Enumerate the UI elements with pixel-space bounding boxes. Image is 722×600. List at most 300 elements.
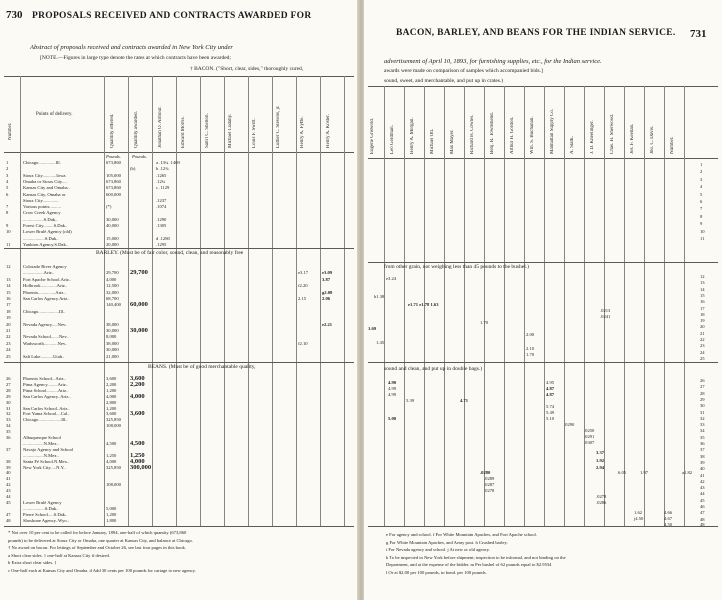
row-number: 23 — [6, 340, 11, 346]
row-place: Pima Agency.........Ariz.. — [23, 381, 69, 387]
row-bid-values: .1237 — [156, 197, 167, 203]
col-quantity-awarded: Quantity awarded. — [134, 111, 139, 148]
row-bid-a: 2.15 — [298, 296, 307, 301]
row-bid-values: .1305 — [156, 223, 167, 228]
barley-header: BARLEY. (Must be of fair color, sound, clean, and reasonably free — [96, 250, 244, 256]
row-number: 33 — [6, 417, 11, 423]
row-place: Chicago...............Ill. — [23, 160, 61, 165]
table-top-rule — [4, 76, 354, 77]
footnote-line: e For agency and school. f For White Mountain Apaches, and Fort Apache school. — [386, 532, 537, 537]
row-place: Chicago....................Ill.. — [23, 417, 68, 423]
row-number: 24 — [6, 347, 11, 353]
col-swift: Louis F. Swift. — [252, 118, 257, 148]
bid-value: .0278 — [596, 494, 607, 499]
row-place: Pima School..........Ariz.. — [23, 387, 69, 393]
row-number: 38 — [700, 453, 705, 459]
row-number: 46 — [700, 504, 705, 509]
right-column-head: Richard H. Cowles. — [470, 114, 475, 154]
col-morris: Edward Morris. — [181, 116, 186, 148]
row-number: 41 — [6, 476, 11, 482]
row-place: ...................S.Dak.. — [23, 505, 59, 511]
row-place: Colorado River Agency — [23, 264, 67, 269]
right-barley-rule — [368, 262, 718, 263]
row-place: Navajo Agency and School — [23, 446, 74, 452]
row-place: Santa Fé School.N.Mex.. — [23, 458, 70, 464]
row-number: 18 — [700, 311, 705, 317]
row-quantity-offered: 32,000 — [106, 289, 119, 295]
bid-value: .0307 — [584, 440, 595, 445]
row-quantity-awarded: 4,000 — [130, 457, 145, 465]
row-bid-values: .1074 — [156, 204, 167, 210]
row-quantity-offered: 4,500 — [106, 440, 117, 446]
column-rule — [320, 76, 321, 526]
row-number: 4 — [6, 178, 9, 184]
right-column-head: Manhattan Supply Co. — [550, 108, 555, 154]
row-number: 33 — [700, 422, 705, 428]
bid-value: 48 — [700, 522, 705, 527]
bid-value: 5.39 — [406, 398, 415, 403]
footnote-line: pounds) to be delivered at Sioux City or Omaha, one quarter at Kansas City, and balance at Chicago. — [8, 537, 193, 543]
row-number: 29 — [6, 393, 11, 399]
right-column-head: Max Mayer. — [450, 129, 455, 154]
row-number: 45 — [700, 497, 705, 503]
row-place: Chicago..................Ill.. — [23, 308, 66, 314]
column-rule — [464, 86, 465, 526]
row-number: 38 — [6, 458, 11, 464]
col-stevens: Luther C. Stevens, jr. — [276, 105, 281, 148]
row-number: 17 — [700, 305, 705, 311]
row-quantity-offered: 68,700 — [106, 296, 119, 301]
col-koster: Henry A. Koster. — [326, 114, 331, 148]
row-quantity-offered: 30,000 — [106, 347, 119, 353]
row-quantity-awarded: 2,200 — [130, 380, 145, 388]
right-column-head: Wm. S. Buchanan. — [530, 116, 535, 154]
bid-value: 2.94 — [596, 465, 605, 470]
col-quantity-offered: Quantity offered. — [110, 113, 115, 148]
row-quantity-offered: 108,000 — [106, 423, 121, 429]
row-quantity-offered: 4,000 — [106, 393, 117, 399]
row-quantity-offered: 20,000 — [106, 241, 119, 247]
row-number: 8 — [6, 210, 9, 216]
bid-value: j4.50 — [634, 516, 644, 521]
row-number: 35 — [6, 429, 11, 435]
right-column-head-rule — [368, 158, 718, 159]
row-number: 45 — [6, 499, 11, 505]
row-number: 27 — [6, 381, 11, 387]
bid-value: h1.38 — [374, 294, 385, 299]
row-bid-b: 2.06 — [322, 296, 331, 301]
right-column-head: J. D. Kneelinger. — [590, 120, 595, 154]
row-quantity-offered: 3,600 — [106, 411, 117, 417]
row-quantity-offered: 12,500 — [106, 283, 119, 289]
row-place: San Carlos Agency.Ariz.. — [23, 296, 70, 301]
row-number: 9 — [700, 221, 703, 227]
row-number: 34 — [700, 428, 705, 434]
row-number: 3 — [6, 172, 9, 178]
footnote-line: † No award on bacon. For lettings of September and October 26, see last four pages in this book. — [8, 545, 186, 550]
bid-value: 1.97 — [640, 470, 649, 475]
row-number: 35 — [700, 434, 705, 440]
bid-value: .0241 — [600, 314, 611, 319]
row-number: 40 — [6, 470, 11, 476]
row-number: 48 — [6, 517, 11, 523]
row-place: Wadsworth............Nev.. — [23, 340, 68, 346]
col-armour: Jonathan O. Armour. — [158, 106, 163, 148]
bid-value: 5.74 — [546, 404, 555, 409]
footnote-line: a Short clear sides. } one-half at Kansas City if desired. — [8, 552, 110, 558]
bid-value: 4.67 — [664, 516, 673, 521]
row-bid-values: c .1129 — [156, 185, 170, 191]
right-column-head: Leo Goldman. — [390, 125, 395, 154]
row-place: ..................N.Mex.. — [23, 440, 59, 446]
row-number: 36 — [6, 435, 11, 440]
row-number: 5 — [6, 185, 9, 191]
column-rule — [20, 76, 21, 526]
right-column-head: Michael Ott. — [430, 128, 435, 154]
row-place: Lower Brulé Agency (old) — [23, 229, 72, 235]
row-number: 36 — [700, 441, 705, 446]
row-number: 2 — [700, 169, 703, 175]
row-number: 22 — [6, 334, 11, 340]
row-quantity-offered: 15,000 — [106, 235, 119, 241]
row-number: 13 — [700, 280, 705, 286]
row-quantity-offered: 600,000 — [106, 191, 121, 197]
row-place: Crow Creek Agency — [23, 210, 61, 216]
bid-value: 1.70 — [526, 352, 535, 357]
row-quantity-offered: 673,860 — [106, 185, 121, 191]
column-rule — [404, 86, 405, 526]
right-note: awards were made on comparison of samples which accompanied bids.] — [384, 68, 543, 74]
row-place: Fort Yuma School....Cal.. — [23, 411, 70, 417]
bid-value: .0287 — [484, 482, 495, 487]
row-number: 4 — [700, 184, 703, 190]
row-quantity-awarded: 3,600 — [130, 375, 145, 382]
col-cudahy: Michael Cudahy. — [228, 113, 233, 148]
column-head-rule — [4, 152, 354, 153]
row-number: 30 — [6, 399, 11, 405]
barley-continued: from other grain, not weighing less than 45 pounds to the bushel.) — [384, 264, 529, 270]
right-page-number: 731 — [690, 28, 707, 40]
row-number: 25 — [700, 355, 705, 361]
row-number: 39 — [700, 459, 705, 465]
row-place: Phoenix School...Ariz.. — [23, 376, 66, 381]
row-place: Shoshone Agency..Wyo.. — [23, 517, 69, 523]
footnote-line: g For White Mountain Apaches, and Army post. h Crushed barley. — [386, 539, 508, 545]
row-number: 1 — [6, 160, 9, 165]
row-number: 30 — [700, 403, 705, 409]
right-subtitle: advertisement of April 10, 1893, for furnishing supplies, etc., for the Indian service. — [384, 58, 602, 65]
row-bid-b: g2.08 — [322, 289, 333, 295]
unit-pounds-awarded: Pounds. — [132, 154, 147, 159]
row-quantity-offered: 673,860 — [106, 160, 121, 165]
col-shelton: Sam'l C. Shelton. — [205, 113, 210, 148]
row-bid-a: f2.20 — [298, 283, 308, 289]
bid-value: 5.10 — [546, 416, 555, 421]
row-place: Holbrook..............Ariz.. — [23, 283, 68, 289]
bid-value: 5.49 — [546, 410, 555, 415]
footnote-line: l Or at $2.00 per 100 pounds, in bond. per 100 pounds. — [386, 569, 487, 575]
row-bid-values: .12¾ — [156, 178, 166, 184]
bid-value: .0213 — [600, 308, 611, 313]
footnote-line: b Extra short clear sides. } — [8, 560, 57, 565]
col-number: Number. — [8, 122, 13, 140]
right-column-head: Eugene Griswold. — [370, 117, 375, 154]
right-running-head: BACON, BARLEY, AND BEANS FOR THE INDIAN SERVICE. — [396, 28, 676, 38]
row-place: Kansas City, Omaha or — [23, 191, 66, 197]
row-number: 29 — [700, 396, 705, 402]
row-number: 2 — [6, 166, 9, 172]
row-bid-a: f2.10 — [298, 340, 308, 346]
row-place: Sioux City............Iowa. — [23, 172, 67, 178]
right-table-bottom-rule — [368, 526, 718, 527]
row-number: 7 — [6, 204, 9, 210]
row-quantity-offered: 1,200 — [106, 405, 117, 411]
bid-value: 4.66 — [664, 510, 673, 515]
row-number: 32 — [700, 415, 705, 421]
column-rule — [272, 76, 273, 526]
row-number: 34 — [6, 423, 11, 429]
row-place: Phoenix...............Ariz.. — [23, 289, 66, 295]
row-number: 26 — [700, 378, 705, 383]
row-number: 23 — [700, 343, 705, 349]
row-bid-values: a .13¼ .1469 — [156, 160, 180, 165]
row-quantity-offered: 105,000 — [106, 172, 121, 178]
bid-value: 4.90 — [388, 380, 397, 385]
bid-value: .0291 — [584, 434, 595, 439]
column-rule — [384, 86, 385, 526]
bid-value: .0290 — [564, 422, 575, 427]
row-number: 47 — [700, 510, 705, 516]
bid-value: 4.87 — [546, 386, 555, 391]
right-column-head: A. Stark. — [570, 136, 575, 154]
row-place: New York City.....N.Y.. — [23, 464, 66, 470]
row-bid-b: e2.21 — [322, 321, 333, 327]
row-quantity-offered: 673,860 — [106, 178, 121, 184]
row-place: Nevada Agency.....Nev.. — [23, 321, 68, 327]
row-number: 44 — [6, 494, 11, 499]
bacon-continued: sound, sweet, and merchantable, and put up in crates.) — [384, 78, 504, 84]
row-quantity-offered: 1,200 — [106, 387, 117, 393]
row-place: Nevada School.......Nev.. — [23, 334, 69, 340]
column-rule — [128, 76, 129, 526]
row-number: 21 — [6, 328, 11, 333]
bid-value: .0278 — [484, 488, 495, 493]
row-quantity-offered: 1,200 — [106, 511, 117, 517]
row-quantity-offered: 2,800 — [106, 399, 117, 405]
column-rule — [524, 86, 525, 526]
beans-header: BEANS. (Must be of good merchantable quality, — [148, 364, 256, 370]
barley-rule — [4, 248, 354, 249]
row-number: 37 — [6, 446, 11, 452]
row-number: 31 — [6, 405, 11, 411]
row-place: Various points.......... — [23, 204, 61, 210]
right-column-head: Chas. H. Sherwood. — [610, 113, 615, 154]
bid-value: .0250 — [584, 428, 595, 433]
column-rule — [544, 86, 545, 526]
row-place: Lower Brulé Agency — [23, 499, 62, 505]
row-quantity-awarded: 1,250 — [130, 451, 145, 459]
right-page — [364, 0, 722, 600]
column-rule — [664, 86, 665, 526]
row-place: Yankton Agency.S.Dak.. — [23, 241, 69, 247]
row-quantity-offered: 108,000 — [106, 482, 121, 488]
row-number: 5 — [700, 191, 703, 197]
left-subtitle: Abstract of proposals received and contracts awarded in New York City under — [30, 44, 233, 51]
column-rule — [644, 86, 645, 526]
bid-value: 1.92 — [596, 458, 605, 463]
row-number: 9 — [6, 223, 9, 228]
row-place: Fort Apache School.Ariz.. — [23, 276, 72, 282]
row-number: 44 — [700, 491, 705, 497]
row-number: 24 — [700, 349, 705, 355]
row-bid-a: e3.17 — [298, 270, 309, 276]
column-rule — [200, 76, 201, 526]
row-number: 31 — [700, 409, 705, 415]
right-beans-rule — [368, 362, 718, 363]
row-number: 47 — [6, 511, 11, 517]
right-table-top-rule — [368, 86, 718, 87]
row-number: 20 — [6, 321, 11, 327]
right-column-head: Arthur H. Gordon. — [510, 116, 515, 154]
bid-value: 4.95 — [546, 380, 555, 385]
bid-value: .0280 — [480, 470, 491, 475]
bid-value: 4.71 — [460, 398, 469, 403]
row-number: 14 — [700, 286, 705, 292]
left-note: [NOTE.—Figures in large type denote the rates at which contracts have been awarded; — [40, 55, 231, 61]
bacon-header: † BACON. ("Short, clear, sides," thoroughly cured, — [190, 66, 304, 72]
left-running-head: PROPOSALS RECEIVED AND CONTRACTS AWARDED FOR — [32, 11, 312, 21]
bid-value: e1.71 e1.78 1.63 — [408, 302, 439, 307]
row-number: 22 — [700, 337, 705, 342]
footnote-line: Department, and at the expense of the bidder. m Per bushel of 62 pounds equal to $2.9534 — [386, 562, 552, 567]
row-place: ..................N.Mex.. — [23, 452, 59, 458]
row-quantity-offered: 21,000 — [106, 353, 119, 359]
row-number: 18 — [6, 308, 11, 314]
row-number: 14 — [6, 283, 11, 289]
bid-value: 3.37 — [596, 450, 605, 455]
row-number: 41 — [700, 472, 705, 478]
row-number: 48 — [700, 516, 705, 522]
row-place: Omaha or Sioux City..... — [23, 178, 68, 184]
row-number: 32 — [6, 411, 11, 417]
bid-value: e3.24 — [386, 276, 397, 281]
row-number: 40 — [700, 466, 705, 472]
footnote-line: i For Nevada agency and school. j At new or old agency. — [386, 547, 490, 552]
row-quantity-offered: 40,000 — [106, 223, 119, 228]
row-bid-values: .1265 — [156, 172, 167, 178]
row-number: 15 — [6, 289, 11, 295]
row-number: 42 — [6, 482, 11, 488]
row-number: 37 — [700, 447, 705, 453]
row-number: 12 — [700, 274, 705, 279]
left-page — [0, 0, 358, 600]
row-quantity-awarded: 3,600 — [130, 410, 145, 418]
row-quantity-offered: (*) — [106, 204, 112, 210]
row-number: 1 — [700, 162, 703, 167]
bid-value: 4.50 — [664, 522, 673, 527]
bid-value: 4.87 — [546, 392, 555, 397]
row-number: 20 — [700, 324, 705, 330]
row-number: 39 — [6, 464, 11, 470]
footnote-line: k To be inspected in New York before shipment; inspection to be informal, and not binding on the — [386, 554, 566, 560]
row-quantity-offered: 325,850 — [106, 464, 121, 470]
bid-value: 5.00 — [388, 416, 397, 421]
bid-value: 4.99 — [388, 392, 397, 397]
column-rule — [624, 86, 625, 526]
row-number: 28 — [6, 387, 11, 393]
column-rule — [584, 86, 585, 526]
row-number: 3 — [700, 176, 703, 182]
bid-value: .0286 — [596, 500, 607, 505]
row-quantity-offered: 140,400 — [106, 302, 121, 308]
row-place: ..................Ariz.. — [23, 270, 55, 276]
footnote-line: * Not over 10 per cent to be called for before January, 1894, one-half of which quantity (673,860 — [8, 530, 187, 535]
right-column-head: Henry A. Morgan. — [410, 117, 415, 154]
row-number: 19 — [6, 315, 11, 321]
row-quantity-offered: 1,250 — [106, 452, 117, 458]
row-number: 7 — [700, 206, 703, 212]
column-rule — [684, 86, 685, 526]
row-number: 16 — [6, 296, 11, 301]
bid-value: .0289 — [484, 476, 495, 481]
bid-value: 1.45 — [376, 340, 385, 345]
row-quantity-awarded: 60,000 — [130, 301, 148, 309]
row-number: 6 — [700, 199, 703, 204]
column-rule — [564, 86, 565, 526]
unit-pounds-offered: Pounds. — [106, 154, 121, 159]
beans-rule — [4, 362, 354, 363]
right-column-head: Number. — [670, 136, 675, 154]
row-number: 42 — [700, 478, 705, 484]
row-number: 11 — [6, 241, 11, 247]
row-number: 15 — [700, 292, 705, 298]
row-number: 43 — [700, 485, 705, 491]
column-rule — [344, 76, 345, 526]
row-number: 26 — [6, 376, 11, 381]
column-rule — [504, 86, 505, 526]
row-quantity-offered: 2,200 — [106, 381, 117, 387]
column-rule — [604, 86, 605, 526]
bid-value: 1.70 — [480, 320, 489, 325]
col-fyffe: Henry A. Fyffe. — [300, 116, 305, 148]
row-number: 11 — [700, 236, 705, 241]
row-quantity-awarded: 30,000 — [130, 327, 148, 334]
row-number: 27 — [700, 384, 705, 390]
row-bid-b: 3.87 — [322, 276, 331, 282]
row-number: 43 — [6, 488, 11, 494]
row-number: 28 — [700, 390, 705, 396]
row-bid-values: .1295 — [156, 241, 167, 247]
footnote-line: c One-half each at Kansas City and Omaha. d Add 30 cents per 100 pounds for cartage to new agency. — [8, 567, 196, 573]
row-number: 17 — [6, 302, 11, 308]
column-rule — [248, 76, 249, 526]
row-number: 10 — [700, 228, 705, 234]
left-page-number: 730 — [6, 9, 23, 21]
row-place: Kansas City and Omaha.. — [23, 185, 70, 191]
column-rule — [152, 76, 153, 526]
row-quantity-offered: 3,600 — [106, 376, 117, 381]
bid-value: 1.69 — [368, 326, 377, 331]
bid-value: 2.10 — [526, 346, 535, 351]
row-quantity-offered: 325,850 — [106, 417, 121, 423]
col-points-of-delivery: Points of delivery. — [36, 112, 73, 117]
column-rule — [444, 86, 445, 526]
column-rule — [104, 76, 105, 526]
beans-continued: sound and clean, and put up in double bags.) — [384, 366, 483, 372]
column-rule — [484, 86, 485, 526]
row-quantity-offered: 29,700 — [106, 270, 119, 276]
bid-value: 1.62 — [634, 510, 643, 515]
